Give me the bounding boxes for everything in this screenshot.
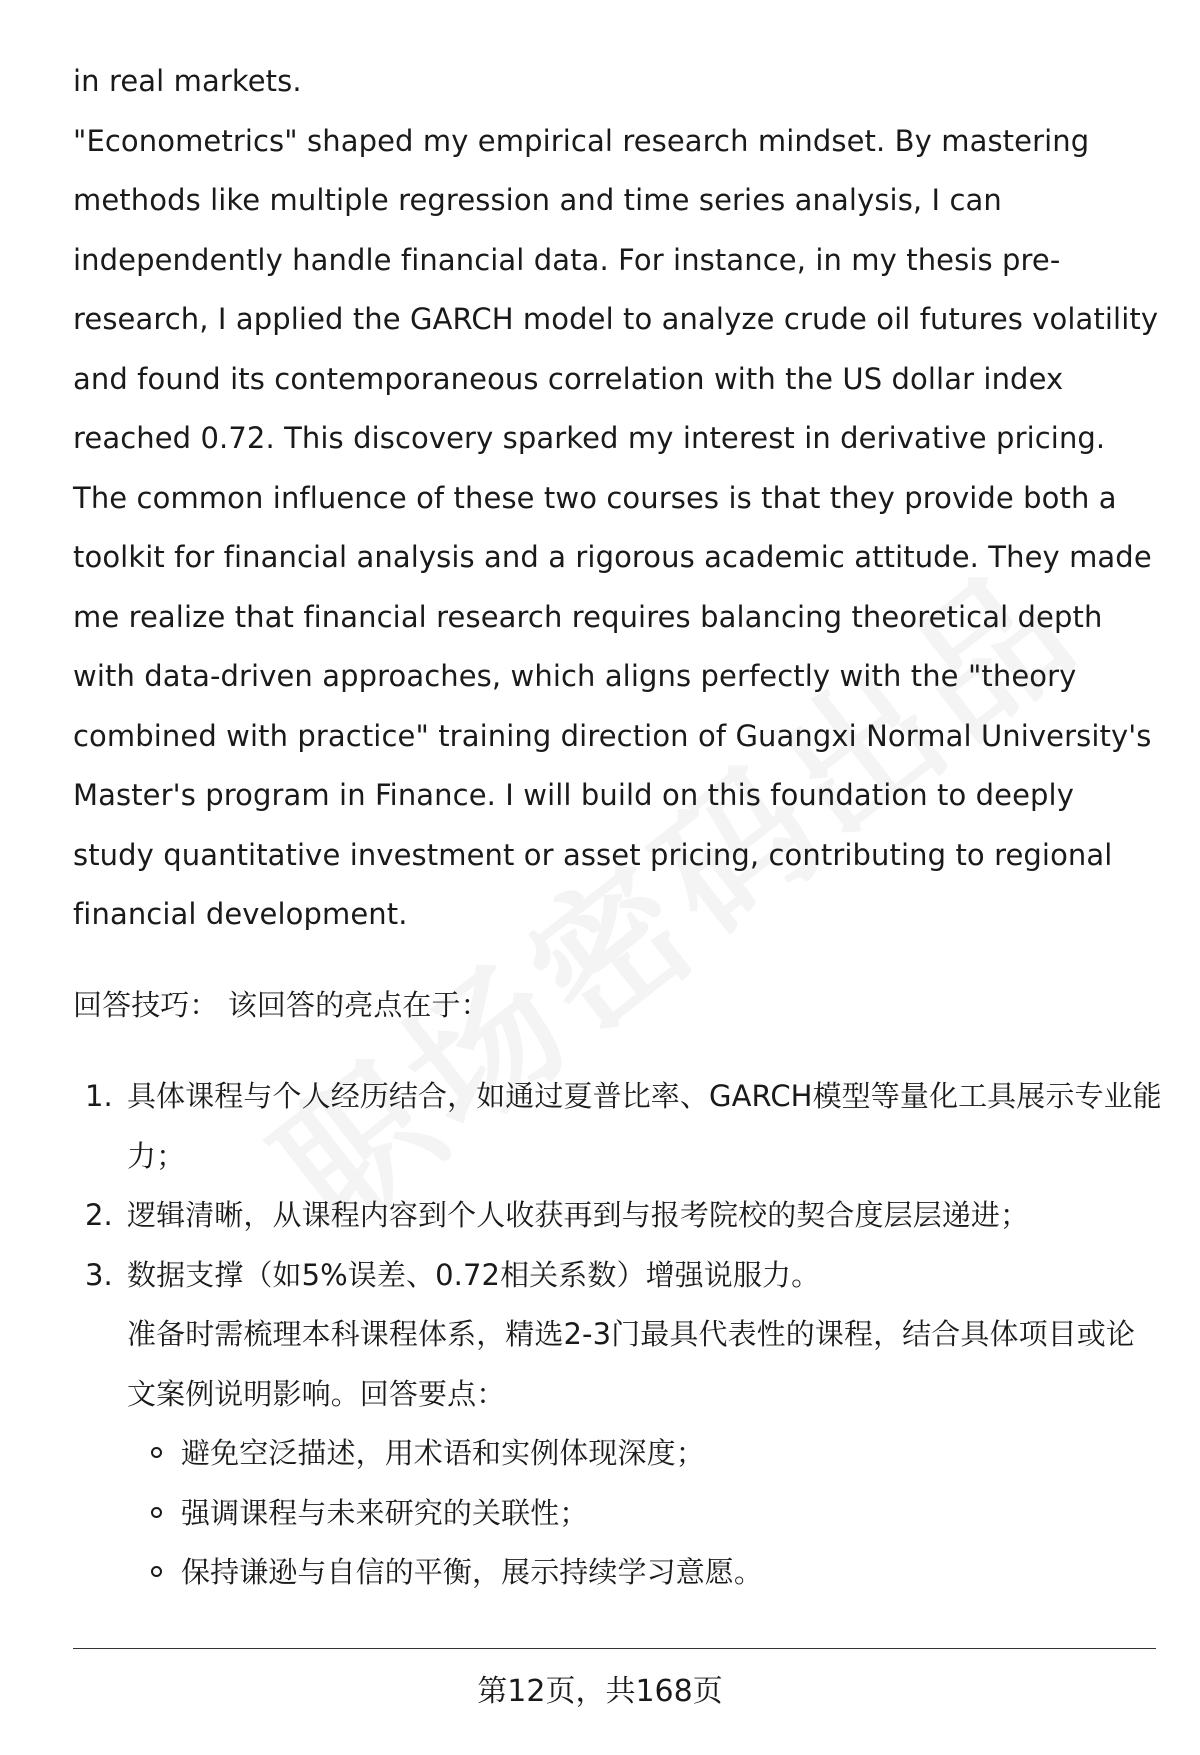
list-item-text: 数据支撑（如5%误差、0.72相关系数）增强说服力。: [127, 1257, 821, 1292]
list-item: [73, 1246, 1163, 1306]
list-item: [73, 1543, 1163, 1603]
page-content: [73, 52, 1163, 1603]
list-item-text: 保持谦逊与自信的平衡，展示持续学习意愿。: [181, 1555, 764, 1589]
circle-bullet-icon: [151, 1507, 162, 1518]
list-item-number: 3.: [85, 1257, 113, 1292]
key-points-list: [73, 1424, 1163, 1603]
list-item: [73, 1424, 1163, 1484]
list-item-text: 具体课程与个人经历结合，如通过夏普比率、GARCH模型等量化工具展示专业能力；: [127, 1079, 1162, 1173]
list-item: [73, 1484, 1163, 1544]
tips-heading: 回答技巧： 该回答的亮点在于：: [73, 987, 490, 1022]
list-item: [73, 1186, 1163, 1246]
preparation-note: 准备时需梳理本科课程体系，精选2-3门最具代表性的课程，结合具体项目或论文案例说明影响。回答要点：: [127, 1317, 1135, 1411]
list-item-text: 避免空泛描述，用术语和实例体现深度；: [181, 1436, 705, 1470]
highlights-list: [73, 1067, 1163, 1305]
list-item-number: 2.: [85, 1198, 113, 1232]
circle-bullet-icon: [151, 1447, 162, 1458]
list-item-number: 1.: [85, 1079, 113, 1113]
footer-divider: [73, 1648, 1156, 1649]
circle-bullet-icon: [151, 1566, 162, 1577]
paragraph-common-influence: The common influence of these two courses is that they provide both a toolkit for financial analysis and a rigorous academic attitude. They made me realize that financial research requires balancing theoretical depth with data-driven approaches, which aligns perfectly with the "theory combined with practice" training direction of Guangxi Normal University's Master's program in Finance. I will build on this foundation to deeply study quantitative investment or asset pricing, contributing to regional financial development.: [73, 480, 1152, 931]
list-item: [73, 1067, 1163, 1186]
list-item-text: 强调课程与未来研究的关联性；: [181, 1495, 589, 1530]
list-item-text: 逻辑清晰，从课程内容到个人收获再到与报考院校的契合度层层递进；: [127, 1198, 1030, 1232]
paragraph-continuation: in real markets.: [73, 64, 302, 98]
page-number: 第12页，共168页: [477, 1674, 723, 1709]
paragraph-econometrics: "Econometrics" shaped my empirical research mindset. By mastering methods like multiple regression and time series analysis, I can independently handle financial data. For instance, in my thesis pre-research, I applied the GARCH model to analyze crude oil futures volatility and found its contemporaneous correlation with the US dollar index reached 0.72. This discovery sparked my interest in derivative pricing.: [73, 123, 1159, 455]
